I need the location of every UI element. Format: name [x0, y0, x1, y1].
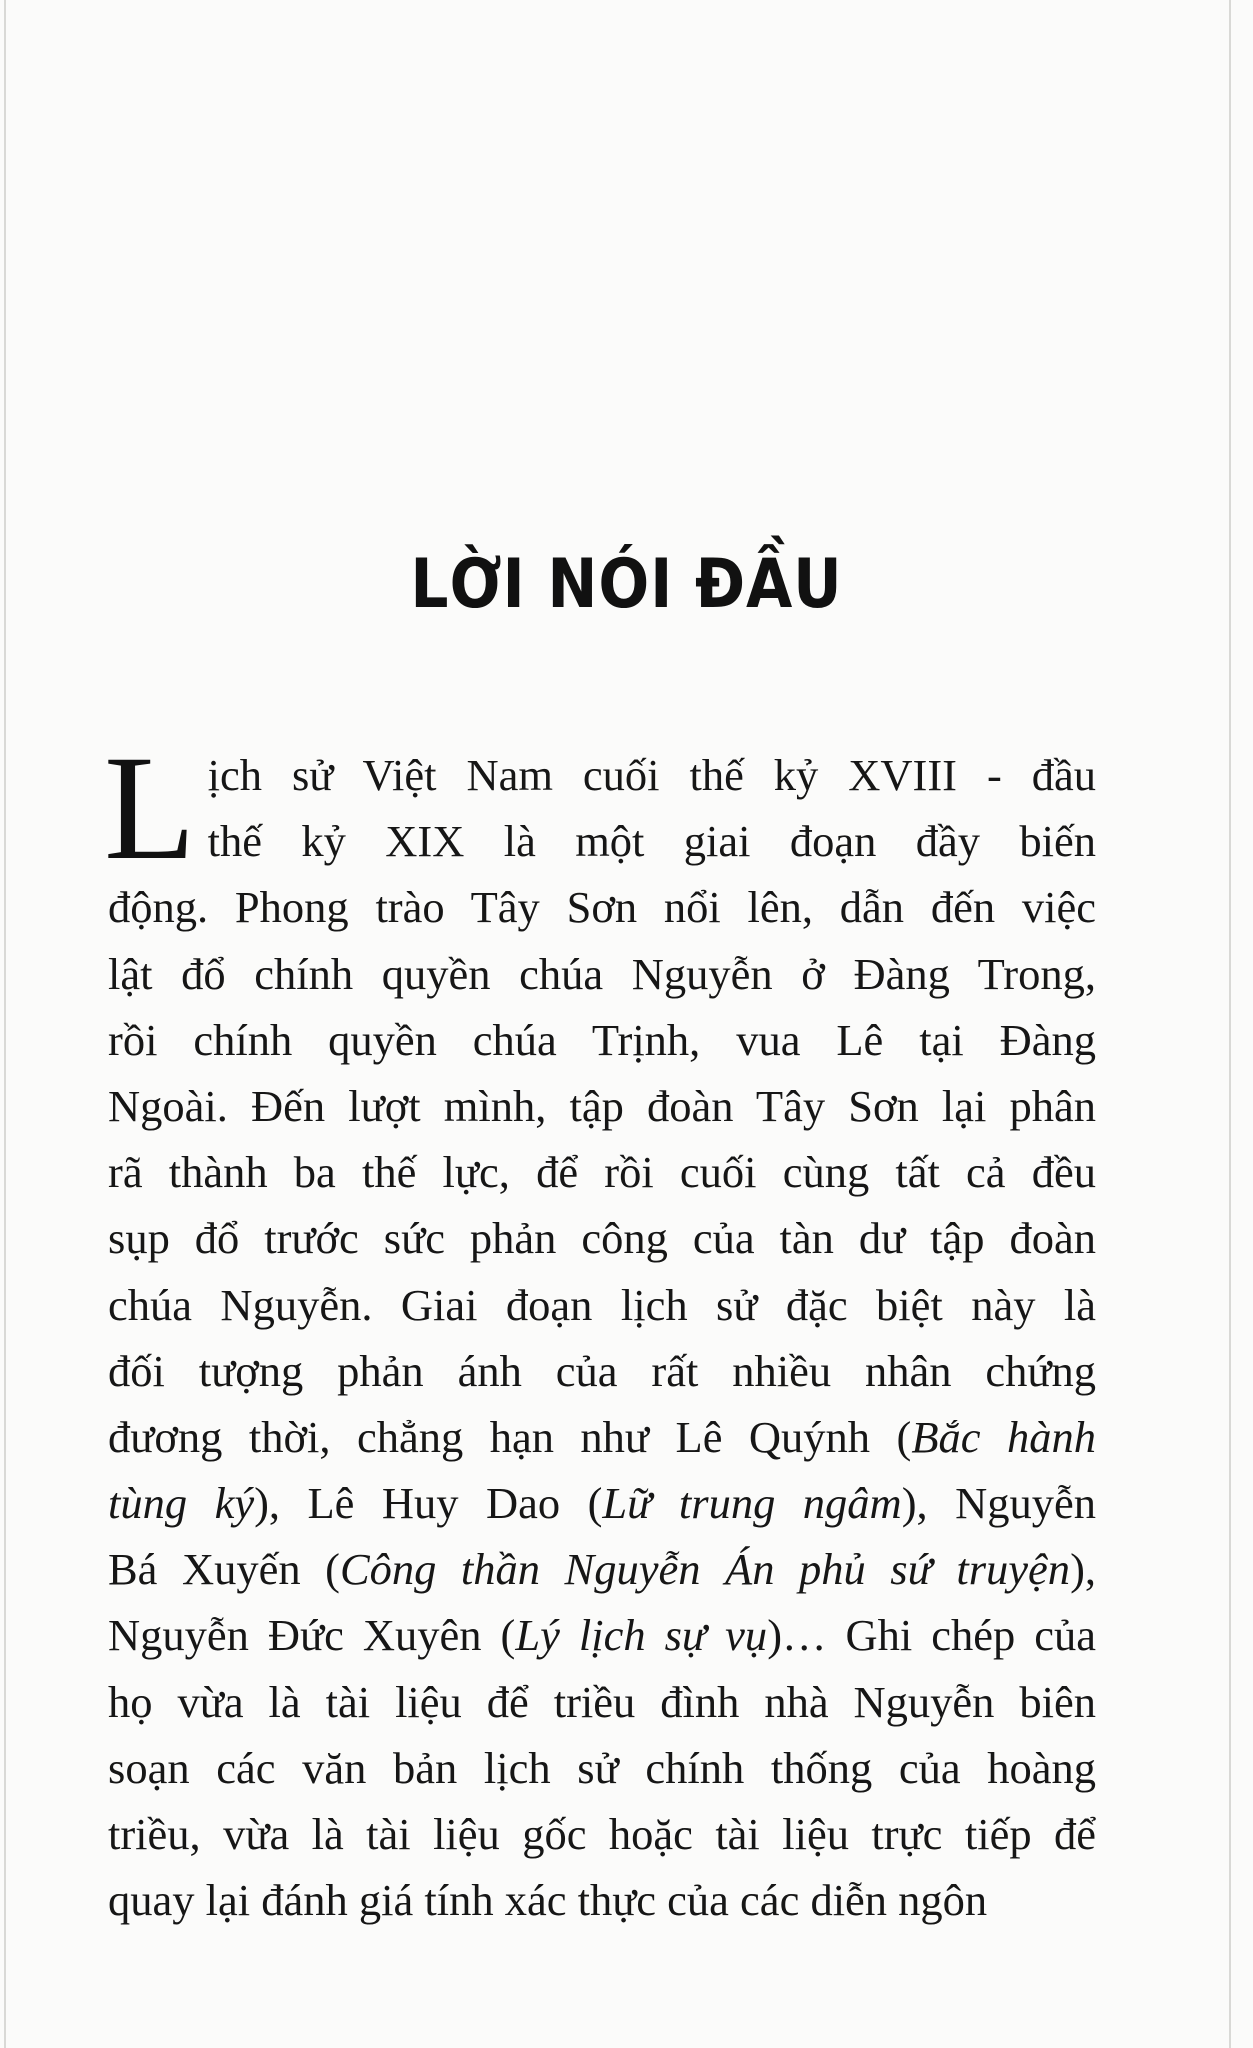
text-segment: đương thời, chẳng hạn như Lê Quýnh (: [108, 1411, 912, 1462]
book-title-italic: Công thần Nguyễn Án phủ sứ truyện: [339, 1544, 1071, 1595]
text-segment: ), Lê Huy Dao (: [254, 1478, 603, 1529]
text-segment: ), Nguyễn: [901, 1478, 1096, 1529]
text-line: chúa Nguyễn. Giai đoạn lịch sử đặc biệt này là: [108, 1279, 1096, 1330]
text-line: rã thành ba thế lực, để rồi cuối cùng tất cả đều: [108, 1147, 1096, 1198]
book-title-italic: Lý lịch sự vụ: [515, 1610, 768, 1661]
book-title-italic: tùng ký: [108, 1478, 255, 1529]
text-line: [108, 1602, 1096, 1668]
text-line: quay lại đánh giá tính xác thực của các diễn ngôn: [108, 1875, 988, 1926]
drop-cap: L: [104, 725, 196, 891]
text-segment: Nguyễn Đức Xuyên (: [108, 1610, 516, 1661]
book-title-italic: Bắc hành: [911, 1411, 1096, 1462]
text-line: rồi chính quyền chúa Trịnh, vua Lê tại Đàng: [108, 1014, 1096, 1065]
page-edge-left: [4, 0, 6, 2048]
text-line: động. Phong trào Tây Sơn nổi lên, dẫn đến việc: [108, 882, 1096, 933]
text-line: [108, 1404, 1096, 1470]
text-segment: ),: [1070, 1544, 1097, 1595]
text-line: Ngoài. Đến lượt mình, tập đoàn Tây Sơn lại phân: [108, 1080, 1096, 1131]
text-line: thế kỷ XIX là một giai đoạn đầy biến: [207, 816, 1096, 867]
text-segment: Bá Xuyến (: [108, 1544, 340, 1595]
text-line: đối tượng phản ánh của rất nhiều nhân chứng: [108, 1345, 1096, 1396]
text-segment: )… Ghi chép của: [767, 1610, 1097, 1661]
text-line: lật đổ chính quyền chúa Nguyễn ở Đàng Trong,: [108, 948, 1096, 999]
page-title: LỜI NÓI ĐẦU: [410, 545, 843, 624]
text-line: triều, vừa là tài liệu gốc hoặc tài liệu trực tiếp để: [108, 1809, 1096, 1859]
text-line: họ vừa là tài liệu để triều đình nhà Nguyễn biên: [108, 1676, 1096, 1727]
text-line: soạn các văn bản lịch sử chính thống của hoàng: [108, 1742, 1096, 1793]
text-line: [108, 1470, 1096, 1536]
page-edge-right: [1229, 0, 1231, 2048]
text-line: ịch sử Việt Nam cuối thế kỷ XVIII - đầu: [207, 750, 1096, 800]
book-title-italic: Lữ trung ngâm: [602, 1478, 902, 1529]
text-line: sụp đổ trước sức phản công của tàn dư tập đoàn: [108, 1213, 1096, 1264]
text-line: [108, 1536, 1096, 1602]
body-paragraph: [104, 725, 1097, 1933]
